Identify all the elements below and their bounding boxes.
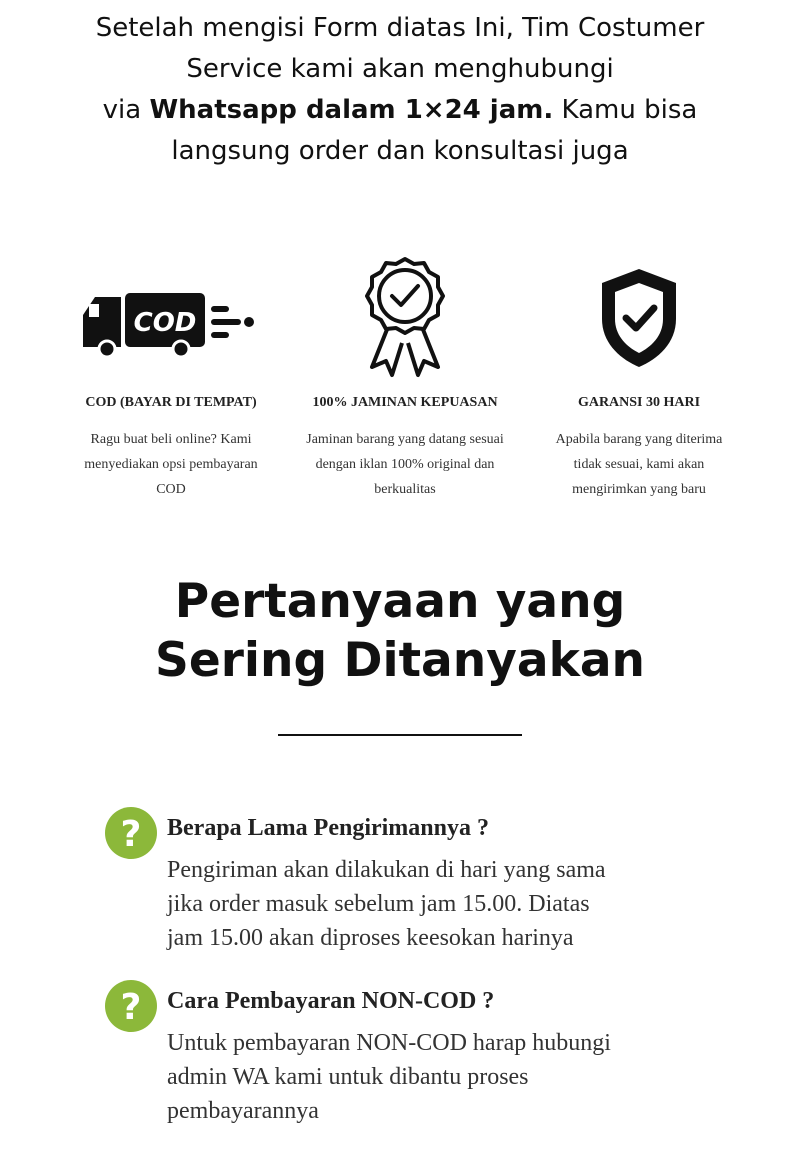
intro-text: [0, 8, 800, 172]
question-mark-glyph: ?: [120, 987, 142, 1028]
feature-description-line: Apabila barang yang diterima: [555, 432, 723, 447]
faq-answer-line: pembayarannya: [167, 1098, 319, 1124]
feature-description-line: tidak sesuai, kami akan: [573, 457, 705, 472]
intro-line-3-prefix: via: [102, 95, 150, 125]
feature-title: GARANSI 30 HARI: [577, 395, 701, 410]
faq-answer: [167, 1026, 727, 1128]
feature-description-line: menyediakan opsi pembayaran: [84, 457, 258, 472]
intro-line-3-bold: Whatsapp dalam 1×24 jam.: [149, 95, 554, 125]
feature-description-line: Jaminan barang yang datang sesuai: [306, 432, 504, 447]
feature-description-line: berkualitas: [374, 482, 436, 497]
faq-question: Cara Pembayaran NON-COD ?: [167, 988, 495, 1014]
question-mark-icon: [104, 979, 158, 1033]
faq-heading-line-2: Sering Ditanyakan: [154, 633, 646, 688]
faq-answer-line: Pengiriman akan dilakukan di hari yang sama: [167, 857, 606, 883]
feature-cod: [55, 255, 287, 502]
cod-truck-label: COD: [133, 307, 197, 338]
feature-description-line: Ragu buat beli online? Kami: [90, 432, 252, 447]
question-mark-icon: [104, 806, 158, 860]
feature-description: [289, 427, 521, 502]
feature-description-line: mengirimkan yang baru: [572, 482, 706, 497]
intro-line-2: Service kami akan menghubungi: [186, 54, 614, 84]
feature-description: [523, 427, 755, 502]
intro-line-1: Setelah mengisi Form diatas Ini, Tim Costumer: [95, 13, 705, 43]
feature-warranty: [523, 255, 755, 502]
faq-answer-line: jika order masuk sebelum jam 15.00. Diatas: [167, 891, 590, 917]
intro-line-4: langsung order dan konsultasi juga: [171, 136, 629, 166]
feature-description: [55, 427, 287, 502]
intro-line-3-suffix: Kamu bisa: [553, 95, 698, 125]
faq-answer-line: jam 15.00 akan diproses keesokan harinya: [167, 925, 574, 951]
faq-answer-line: Untuk pembayaran NON-COD harap hubungi: [167, 1030, 611, 1056]
cod-truck-icon: [81, 273, 261, 363]
faq-divider: [278, 734, 522, 736]
faq-answer: [167, 853, 727, 955]
feature-title: COD (BAYAR DI TEMPAT): [85, 395, 257, 410]
features-row: [55, 255, 755, 502]
intro-line-3: [0, 90, 800, 131]
feature-description-line: COD: [156, 482, 186, 497]
question-mark-glyph: ?: [120, 814, 142, 855]
faq-heading-line-1: Pertanyaan yang: [174, 574, 626, 629]
feature-description-line: dengan iklan 100% original dan: [315, 457, 495, 472]
faq-question: Berapa Lama Pengirimannya ?: [167, 815, 489, 841]
faq-heading: [0, 572, 800, 690]
shield-check-icon: [594, 263, 684, 373]
faq-answer-line: admin WA kami untuk dibantu proses: [167, 1064, 529, 1090]
feature-title: 100% JAMINAN KEPUASAN: [312, 395, 498, 410]
feature-satisfaction: [289, 255, 521, 502]
award-badge-icon: [350, 255, 460, 380]
